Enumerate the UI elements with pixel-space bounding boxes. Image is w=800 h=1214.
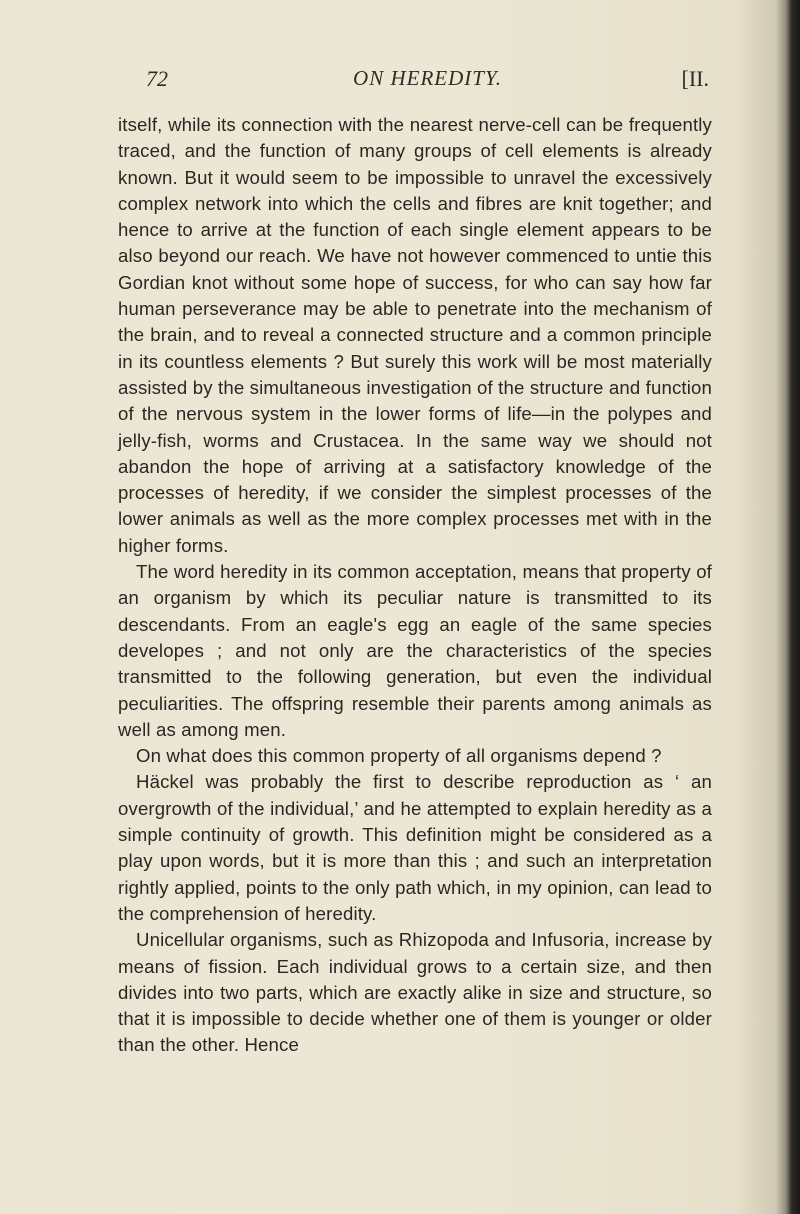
book-spine-edge bbox=[786, 0, 800, 1214]
page-number: 72 bbox=[146, 66, 168, 91]
running-title: ON HEREDITY. bbox=[353, 66, 502, 90]
paragraph-1: itself, while its connection with the nearest nerve-cell can be frequently traced, and the function of many groups of cell elements is already known. But it would seem to be impossible to unravel the excessively complex network into which the cells and fibres are knit together; and hence to arrive at the function of each single element appears to be also beyond our reach. We have not however commenced to untie this Gordian knot without some hope of success, for who can say how far human perseverance may be able to penetrate into the mechanism of the brain, and to reveal a connected structure and a common principle in its countless elements ? But surely this work will be most materially assisted by the simultaneous investigation of the structure and function of the nervous system in the lower forms of life—in the polypes and jelly-fish, worms and Crustacea. In the same way we should not abandon the hope of arriving at a satisfactory knowledge of the processes of heredity, if we consider the simplest processes of the lower animals as well as the more complex processes met with in the higher forms. bbox=[118, 114, 712, 556]
chapter-mark: [II. bbox=[681, 66, 709, 91]
paragraph-5: Unicellular organisms, such as Rhizopoda and Infusoria, increase by means of fission. Each individual grows to a certain size, and then divides into two parts, which are exactly alike in size and structure, so that it is impossible to decide whether one of them is younger or older than the other. Hence bbox=[118, 929, 712, 1056]
paragraph-4: Häckel was probably the first to describe reproduction as ‘ an overgrowth of the individual,’ and he attempted to explain heredity as a simple continuity of growth. This definition might be considered as a play upon words, but it is more than this ; and such an interpretation rightly applied, points to the only path which, in my opinion, can lead to the comprehension of heredity. bbox=[118, 771, 712, 924]
paragraph-2: The word heredity in its common acceptation, means that property of an organism by which its peculiar nature is transmitted to its descendants. From an eagle's egg an eagle of the same species developes ; and not only are the characteristics of the species transmitted to the following generation, but even the individual peculiarities. The offspring resemble their parents among animals as well as among men. bbox=[118, 561, 712, 740]
paragraph-3: On what does this common property of all organisms depend ? bbox=[136, 745, 662, 767]
body-text bbox=[118, 112, 712, 1059]
page-header bbox=[146, 66, 709, 102]
